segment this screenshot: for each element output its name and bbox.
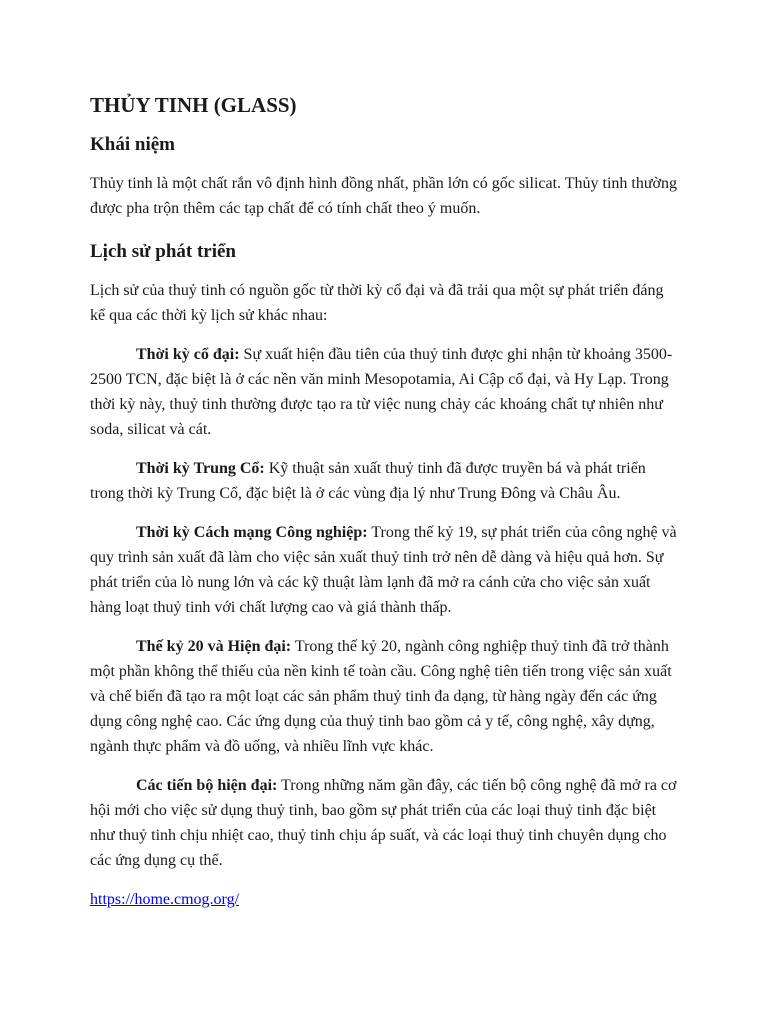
period-ancient-text: Sự xuất hiện đầu tiên của thuỷ tinh được ghi nhận từ khoảng 3500-2500 TCN, đặc biệt là ở các nền văn minh Mesopotamia, Ai Cập cổ đại, và Hy Lạp. Trong thời kỳ này, thuỷ tinh thường được tạo ra từ việc nung chảy các khoáng chất tự nhiên như soda, silicat và cát. — [90, 345, 673, 438]
document-page — [90, 93, 680, 926]
period-industrial-text: Trong thế kỷ 19, sự phát triển của công nghệ và quy trình sản xuất đã làm cho việc sản xuất thuỷ tinh trở nên dễ dàng và hiệu quả hơn. Sự phát triển của lò nung lớn và các kỹ thuật làm lạnh đã mở ra cánh cửa cho việc sản xuất hàng loạt thuỷ tinh với chất lượng cao và giá thành thấp. — [90, 523, 677, 616]
period-ancient-label: Thời kỳ cổ đại: — [136, 345, 240, 363]
period-ancient-paragraph — [90, 342, 680, 442]
history-heading: Lịch sử phát triển — [90, 240, 236, 262]
document-title: THỦY TINH (GLASS) — [90, 93, 297, 117]
period-medieval-text: Kỹ thuật sản xuất thuỷ tinh đã được truyền bá và phát triển trong thời kỳ Trung Cổ, đặc biệt là ở các vùng địa lý như Trung Đông và Châu Âu. — [90, 459, 646, 502]
period-industrial-paragraph — [90, 520, 680, 620]
period-medieval-label: Thời kỳ Trung Cổ: — [136, 459, 265, 477]
period-modern-label: Thế kỷ 20 và Hiện đại: — [136, 637, 292, 655]
period-modern-text: Trong thế kỷ 20, ngành công nghiệp thuỷ tinh đã trở thành một phần không thể thiếu của nền kinh tế toàn cầu. Công nghệ tiên tiến trong việc sản xuất và chế biến đã tạo ra một loạt các sản phẩm thuỷ tinh đa dạng, từ hàng ngày đến các ứng dụng công nghệ cao. Các ứng dụng của thuỷ tinh bao gồm cả y tế, công nghệ, xây dựng, ngành thực phẩm và đồ uống, và nhiều lĩnh vực khác. — [90, 637, 672, 755]
period-recent-label: Các tiến bộ hiện đại: — [136, 776, 278, 794]
period-recent-text: Trong những năm gần đây, các tiến bộ công nghệ đã mở ra cơ hội mới cho việc sử dụng thuỷ tinh, bao gồm sự phát triển của các loại thuỷ tinh đặc biệt như thuỷ tinh chịu nhiệt cao, thuỷ tinh chịu áp suất, và các loại thuỷ tinh chuyên dụng cho các ứng dụng cụ thể. — [90, 776, 677, 869]
concept-heading: Khái niệm — [90, 134, 175, 156]
source-link[interactable]: https://home.cmog.org/ — [90, 890, 240, 908]
period-industrial-label: Thời kỳ Cách mạng Công nghiệp: — [136, 523, 368, 541]
period-medieval-paragraph — [90, 456, 680, 506]
source-link-paragraph — [90, 887, 680, 912]
period-recent-paragraph — [90, 773, 680, 873]
history-intro-paragraph: Lịch sử của thuỷ tinh có nguồn gốc từ thời kỳ cổ đại và đã trải qua một sự phát triển đáng kể qua các thời kỳ lịch sử khác nhau: — [90, 281, 664, 324]
period-modern-paragraph — [90, 634, 680, 759]
concept-paragraph: Thủy tinh là một chất rắn vô định hình đồng nhất, phần lớn có gốc silicat. Thủy tinh thường được pha trộn thêm các tạp chất để có tính chất theo ý muốn. — [90, 174, 677, 217]
